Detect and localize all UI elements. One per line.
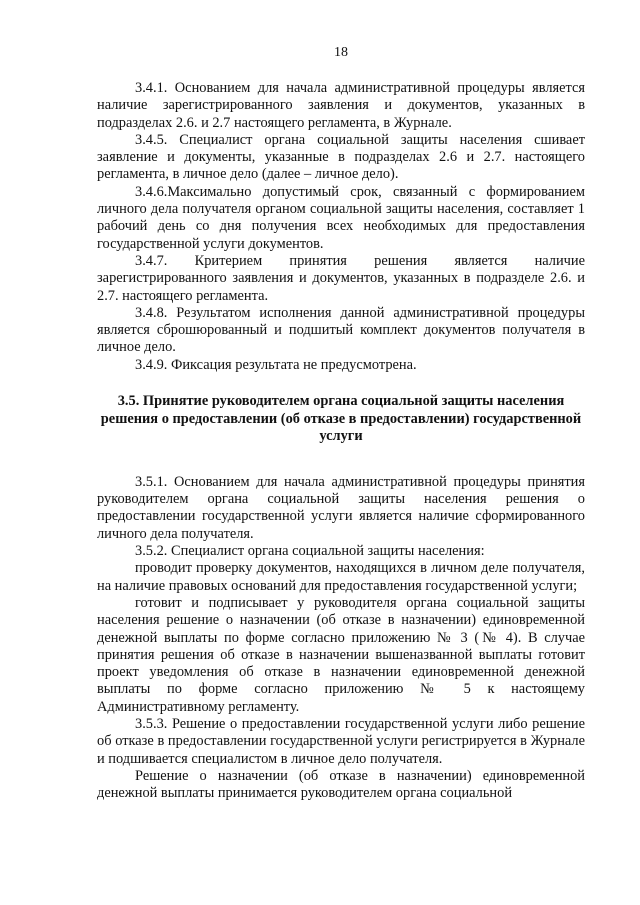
paragraph-decision-payment: Решение о назначении (об отказе в назначении) единовременной денежной выплаты принимается руководителем органа социальной	[97, 767, 585, 802]
paragraph-3-5-3: 3.5.3. Решение о предоставлении государственной услуги либо решение об отказе в предоставлении государственной услуги регистрируется в Журнале и подшивается специалистом в личное дело получателя.	[97, 715, 585, 767]
paragraph-check-documents: проводит проверку документов, находящихся в личном деле получателя, на наличие правовых оснований для предоставления государственной услуги;	[97, 560, 585, 594]
paragraph-3-4-8: 3.4.8. Результатом исполнения данной административной процедуры является сброшюрованный и подшитый комплект документов получателя в личное дело.	[97, 304, 585, 356]
paragraph-3-4-9: 3.4.9. Фиксация результата не предусмотрена.	[135, 356, 417, 373]
paragraph-3-5-2: 3.5.2. Специалист органа социальной защиты населения:	[135, 543, 485, 560]
paragraph-3-4-6: 3.4.6.Максимально допустимый срок, связанный с формированием личного дела получателя органом социальной защиты населения, составляет 1 рабочий день со дня получения всех необходимых для предоставления государственной услуги документов.	[97, 183, 585, 252]
paragraph-3-4-7: 3.4.7. Критерием принятия решения является наличие зарегистрированного заявления и документов, указанных в подразделе 2.6. и 2.7. настоящего регламента.	[97, 252, 585, 304]
paragraph-prepare-decision: готовит и подписывает у руководителя органа социальной защиты населения решение о назначении (об отказе в назначении) единовременной денежной выплаты по форме согласно приложению № 3 (№ 4). В случае принятия решения об отказе в назначении вышеназванной выплаты готовит проект уведомления об отказе в назначении единовременной денежной выплаты по форме согласно приложению № 5 к настоящему Административному регламенту.	[97, 594, 585, 715]
paragraph-3-4-1: 3.4.1. Основанием для начала административной процедуры является наличие зарегистрированного заявления и документов, указанных в подразделах 2.6. и 2.7 настоящего регламента, в Журнале.	[97, 80, 585, 131]
section-title-3-5: 3.5. Принятие руководителем органа социальной защиты населения решения о предоставлении (об отказе в предоставлении) государственной услуги	[100, 393, 582, 445]
paragraph-3-4-5: 3.4.5. Специалист органа социальной защиты населения сшивает заявление и документы, указанные в подразделах 2.6 и 2.7. настоящего регламента, в личное дело (далее – личное дело).	[97, 131, 585, 183]
paragraph-3-5-1: 3.5.1. Основанием для начала административной процедуры принятия руководителем органа социальной защиты населения решения о предоставлении государственной услуги является наличие сформированного личного дела получателя.	[97, 473, 585, 542]
document-body	[97, 80, 585, 802]
page-number: 18	[334, 45, 348, 60]
